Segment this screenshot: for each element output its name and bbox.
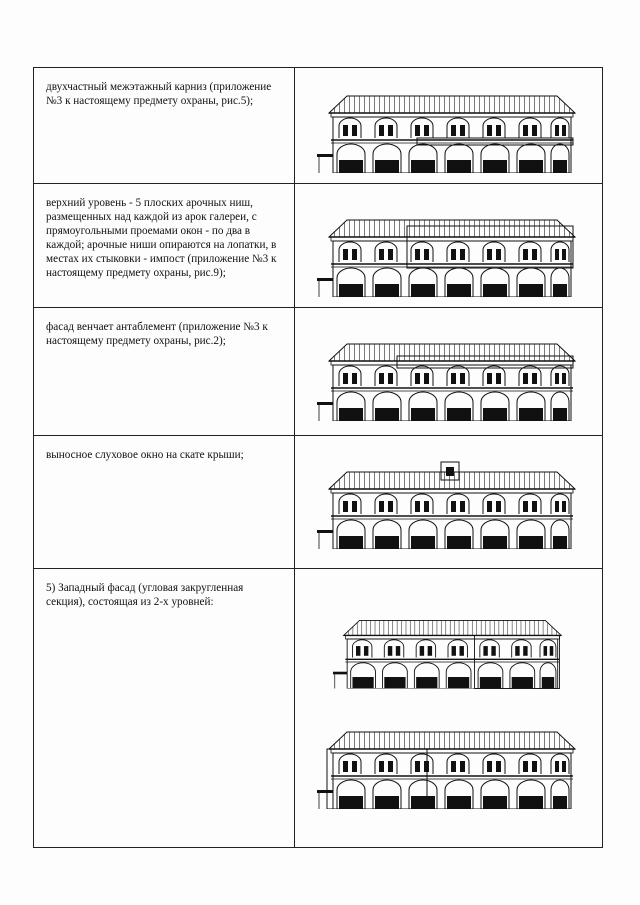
facade-drawing-upper-level [317,202,577,297]
facade-drawing-dormer [317,454,577,549]
table-row [34,184,603,308]
drawing-cell [295,184,603,308]
description-cell [34,436,295,569]
description-text: верхний уровень - 5 плоских арочных ниш, размещенных над каждой из арок галереи, с прямоугольными проемами окон - по два в каждой; арочные ниши опираются на лопатки, в местах их стыковки - импост (приложение №3 к настоящему предмету охраны, рис.9); [46,197,277,279]
description-text: выносное слуховое окно на скате крыши; [46,449,244,461]
facade-drawing-entablature [317,326,577,421]
drawing-cell [295,569,603,848]
description-text: фасад венчает антаблемент (приложение №3 к настоящему предмету охраны, рис.2); [46,321,268,347]
table-row [34,308,603,436]
table-row [34,436,603,569]
facade-drawing-cornice [317,78,577,173]
description-cell [34,308,295,436]
drawing-cell [295,436,603,569]
facade-elements-table [33,67,603,848]
drawing-cell [295,308,603,436]
table-row [34,68,603,184]
description-cell [34,68,295,184]
facade-drawing-west [333,599,563,694]
description-text: 5) Западный фасад (угловая закругленная секция), состоящая из 2-х уровней: [46,582,244,608]
description-text: двухчастный межэтажный карниз (приложение №3 к настоящему предмету охраны, рис.5); [46,81,272,107]
facade-drawing-west-full [317,714,577,809]
description-cell [34,184,295,308]
drawing-cell [295,68,603,184]
description-cell [34,569,295,848]
table-row [34,569,603,848]
